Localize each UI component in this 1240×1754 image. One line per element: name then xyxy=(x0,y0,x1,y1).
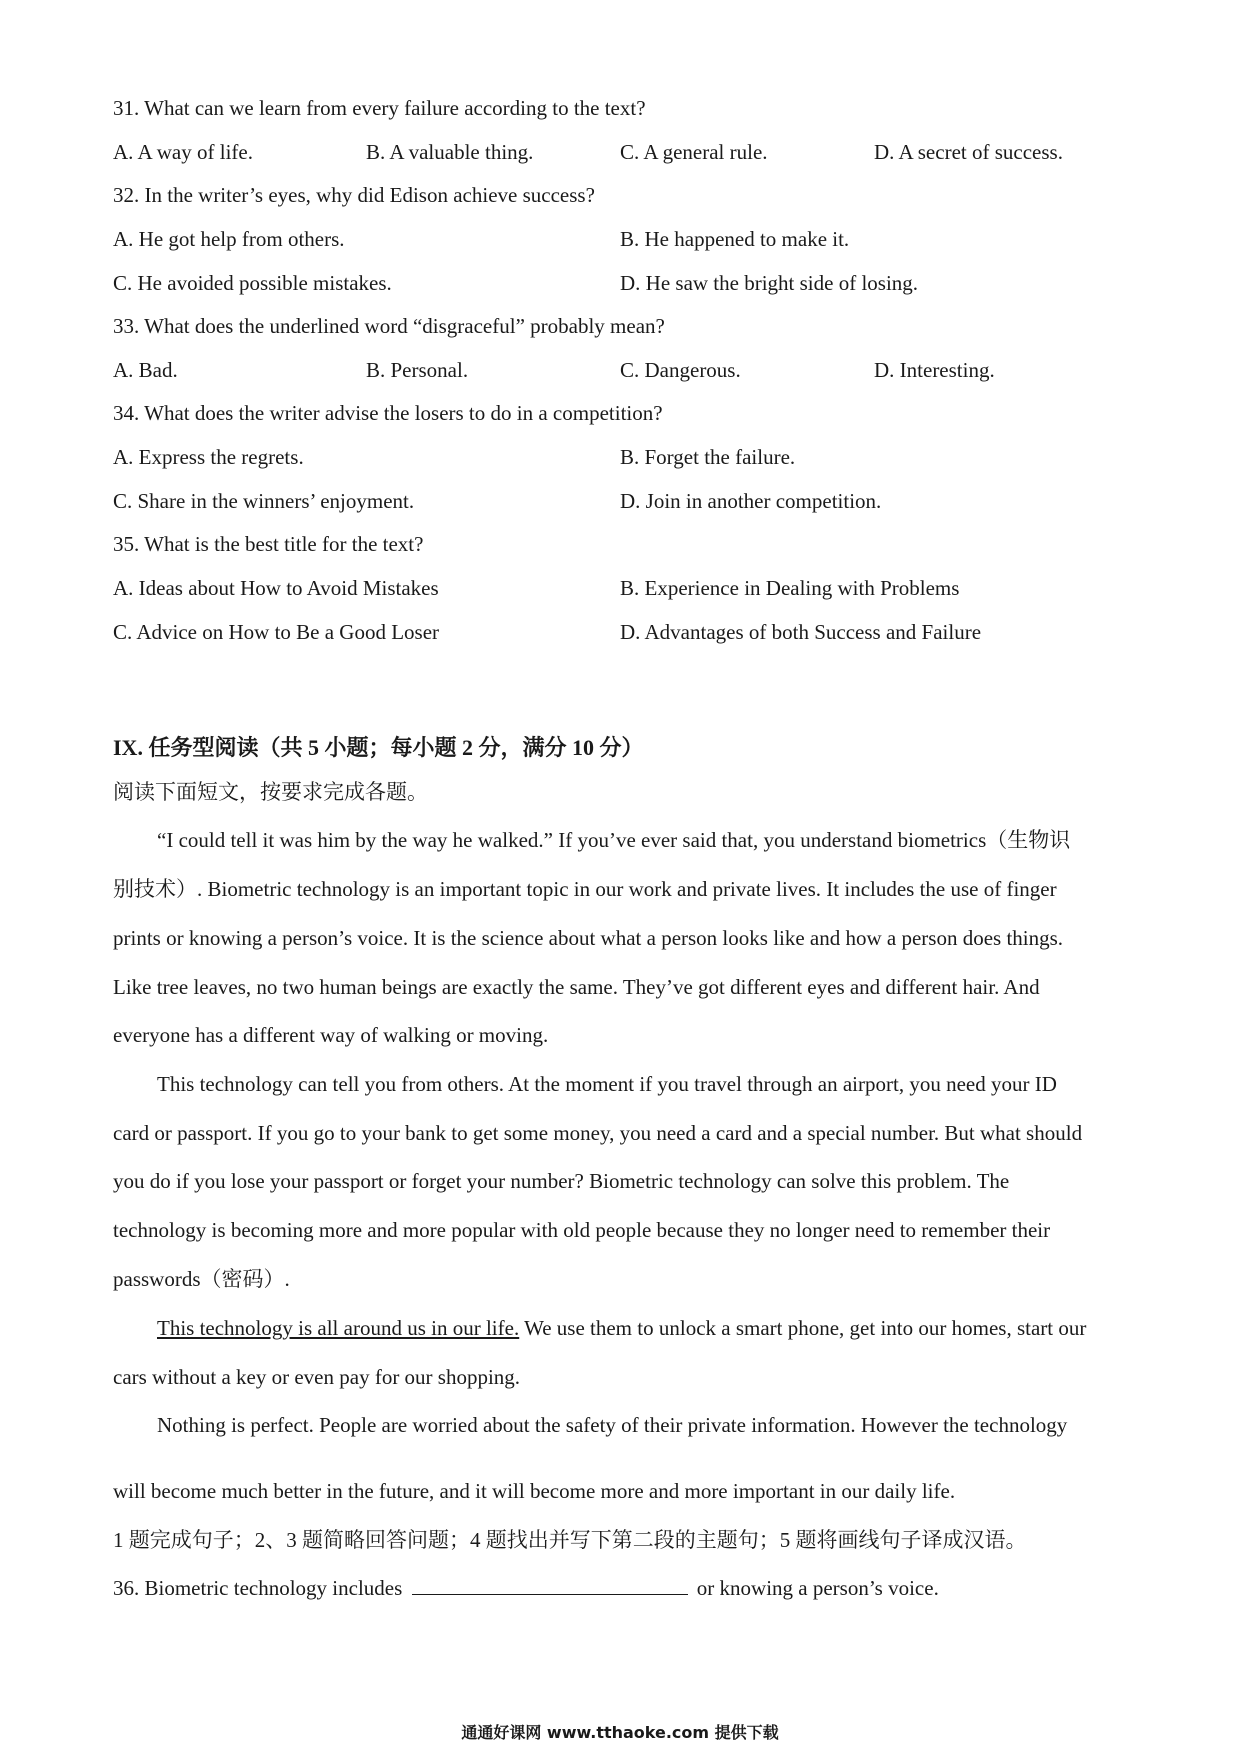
question-34-option-b: B. Forget the failure. xyxy=(620,445,796,469)
passage-line: you do if you lose your passport or forget your number? Biometric technology can solve this problem. The xyxy=(113,1169,1010,1193)
question-35-option-d: D. Advantages of both Success and Failure xyxy=(620,620,982,644)
question-32-option-c: C. He avoided possible mistakes. xyxy=(113,271,392,295)
question-31-option-a: A. A way of life. xyxy=(113,140,253,164)
question-34-option-d: D. Join in another competition. xyxy=(620,489,882,513)
passage-line: “I could tell it was him by the way he walked.” If you’ve ever said that, you understand biometrics（生物识 xyxy=(157,828,1071,852)
question-32-option-b: B. He happened to make it. xyxy=(620,227,850,251)
passage-line: 别技术）. Biometric technology is an important topic in our work and private lives. It includes the use of finger xyxy=(113,877,1057,901)
answer-blank[interactable] xyxy=(412,1576,688,1595)
question-33-option-c: C. Dangerous. xyxy=(620,358,741,382)
task-instruction: 1 题完成句子；2、3 题简略回答问题；4 题找出并写下第二段的主题句；5 题将画线句子译成汉语。 xyxy=(113,1528,1027,1552)
question-35-option-b: B. Experience in Dealing with Problems xyxy=(620,576,960,600)
question-34-stem: 34. What does the writer advise the losers to do in a competition? xyxy=(113,401,663,425)
question-33-option-b: B. Personal. xyxy=(366,358,469,382)
section-instruction: 阅读下面短文，按要求完成各题。 xyxy=(113,780,428,804)
question-36-stem: 36. Biometric technology includes xyxy=(113,1576,403,1600)
section-heading: IX. 任务型阅读（共 5 小题；每小题 2 分，满分 10 分） xyxy=(113,735,644,760)
question-35-option-a: A. Ideas about How to Avoid Mistakes xyxy=(113,576,439,600)
passage-line: This technology can tell you from others. At the moment if you travel through an airport, you need your ID xyxy=(157,1072,1057,1096)
question-35-option-c: C. Advice on How to Be a Good Loser xyxy=(113,620,440,644)
passage-line: cars without a key or even pay for our shopping. xyxy=(113,1365,521,1389)
passage-line: card or passport. If you go to your bank to get some money, you need a card and a special number. But what should xyxy=(113,1121,1083,1145)
question-31-option-d: D. A secret of success. xyxy=(874,140,1063,164)
passage-line: Like tree leaves, no two human beings are exactly the same. They’ve got different eyes and different hair. And xyxy=(113,975,1040,999)
underlined-sentence: This technology is all around us in our life. xyxy=(157,1316,520,1340)
passage-line: passwords（密码）. xyxy=(113,1267,290,1291)
question-34-option-c: C. Share in the winners’ enjoyment. xyxy=(113,489,415,513)
question-33-option-d: D. Interesting. xyxy=(874,358,995,382)
passage-line: everyone has a different way of walking or moving. xyxy=(113,1023,549,1047)
passage-line xyxy=(157,1315,1086,1341)
question-32-stem: 32. In the writer’s eyes, why did Edison achieve success? xyxy=(113,183,595,207)
question-31-option-c: C. A general rule. xyxy=(620,140,768,164)
question-36-tail: or knowing a person’s voice. xyxy=(696,1576,939,1600)
question-32-option-a: A. He got help from others. xyxy=(113,227,345,251)
question-33-option-a: A. Bad. xyxy=(113,358,178,382)
passage-line: prints or knowing a person’s voice. It is the science about what a person looks like and how a person does things. xyxy=(113,926,1064,950)
passage-line: will become much better in the future, and it will become more and more important in our daily life. xyxy=(113,1479,956,1503)
page-footer: 通通好课网 www.tthaoke.com 提供下载 xyxy=(461,1723,779,1742)
question-32-option-d: D. He saw the bright side of losing. xyxy=(620,271,919,295)
passage-line: Nothing is perfect. People are worried about the safety of their private information. However the technology xyxy=(157,1413,1068,1437)
question-31-option-b: B. A valuable thing. xyxy=(366,140,534,164)
question-36 xyxy=(113,1575,939,1601)
passage-line-text: We use them to unlock a smart phone, get into our homes, start our xyxy=(524,1316,1087,1340)
passage-line: technology is becoming more and more popular with old people because they no longer need to remember their xyxy=(113,1218,1051,1242)
question-31-stem: 31. What can we learn from every failure according to the text? xyxy=(113,96,646,120)
question-33-stem: 33. What does the underlined word “disgraceful” probably mean? xyxy=(113,314,665,338)
question-34-option-a: A. Express the regrets. xyxy=(113,445,304,469)
question-35-stem: 35. What is the best title for the text? xyxy=(113,532,424,556)
